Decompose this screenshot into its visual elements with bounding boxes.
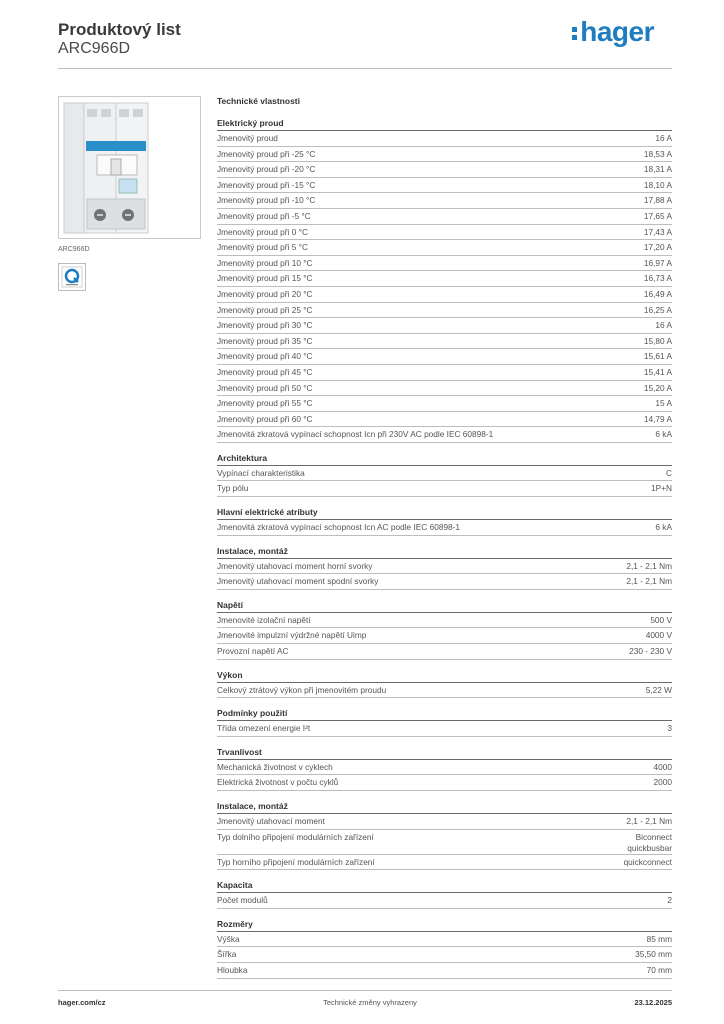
section-title: Elektrický proud [217, 117, 672, 131]
spec-value: 15,41 A [643, 366, 672, 377]
spec-row [217, 334, 672, 350]
spec-value: 3 [667, 723, 672, 734]
spec-value: 2,1 - 2,1 Nm [626, 576, 672, 587]
spec-row [217, 303, 672, 319]
spec-value: Biconnect quickbusbar [627, 831, 672, 853]
product-code: ARC966D [58, 40, 131, 57]
spec-label: Jmenovitá zkratová vypínací schopnost Icn AC podle IEC 60898-1 [217, 522, 461, 533]
spec-row [217, 271, 672, 287]
spec-row [217, 893, 672, 909]
spec-value: 2 [667, 895, 672, 906]
spec-row [217, 178, 672, 194]
spec-value: 17,20 A [643, 242, 672, 253]
spec-row [217, 147, 672, 163]
header-divider [58, 68, 672, 69]
spec-label: Vypínací charakteristika [217, 467, 305, 478]
spec-label: Jmenovitý proud při 60 °C [217, 413, 313, 424]
spec-row [217, 240, 672, 256]
spec-label: Jmenovitý proud [217, 133, 278, 143]
spec-label: Hloubka [217, 964, 248, 975]
spec-value: 16,25 A [643, 304, 672, 315]
spec-row [217, 365, 672, 381]
footer-date: 23.12.2025 [634, 998, 672, 1007]
spec-row [217, 963, 672, 979]
footer-website[interactable]: hager.com/cz [58, 998, 106, 1007]
spec-row [217, 481, 672, 497]
section-title: Hlavní elektrické atributy [217, 506, 672, 520]
spec-value: 16 A [655, 133, 672, 143]
page-header [58, 20, 181, 58]
spec-value: 500 V [650, 614, 672, 625]
spec-value: 2,1 - 2,1 Nm [626, 560, 672, 571]
spec-value: 17,65 A [643, 210, 672, 221]
spec-row [217, 947, 672, 963]
spec-value: 2,1 - 2,1 Nm [626, 816, 672, 826]
spec-value: 70 mm [646, 964, 672, 975]
spec-row [217, 427, 672, 443]
spec-value: 6 kA [655, 522, 672, 533]
spec-row [217, 256, 672, 272]
spec-row [217, 721, 672, 737]
spec-row [217, 318, 672, 334]
spec-value: 230 - 230 V [629, 646, 672, 657]
spec-label: Jmenovitý proud při -10 °C [217, 195, 316, 206]
quality-q-icon [58, 263, 86, 291]
spec-value: 16,97 A [643, 257, 672, 268]
spec-label: Šířka [217, 949, 237, 960]
spec-label: Jmenovitý utahovací moment horní svorky [217, 560, 373, 571]
spec-row [217, 644, 672, 660]
spec-row [217, 830, 672, 855]
spec-row [217, 287, 672, 303]
section-title: Výkon [217, 669, 672, 683]
product-caption: ARC966D [58, 246, 90, 253]
spec-label: Jmenovitý proud při 15 °C [217, 273, 313, 284]
spec-label: Typ horního připojení modulárních zařízení [217, 856, 375, 867]
spec-value: quickconnect [623, 856, 672, 867]
spec-label: Jmenovité izolační napětí [217, 614, 311, 625]
spec-value: 35,50 mm [635, 949, 672, 960]
spec-row [217, 193, 672, 209]
spec-row [217, 814, 672, 830]
logo-text: hager [580, 16, 654, 47]
spec-label: Jmenovitá zkratová vypínací schopnost Icn při 230V AC podle IEC 60898-1 [217, 429, 494, 440]
spec-value: 17,43 A [643, 226, 672, 237]
section-title: Napětí [217, 599, 672, 613]
spec-row [217, 559, 672, 575]
spec-label: Jmenovitý proud při 55 °C [217, 398, 313, 409]
footer-divider [58, 990, 672, 991]
section-title: Instalace, montáž [217, 800, 672, 814]
hager-logo [572, 16, 654, 48]
spec-label: Typ dolního připojení modulárních zařízení [217, 831, 374, 842]
spec-row [217, 209, 672, 225]
spec-value: 16 A [655, 320, 672, 331]
spec-row [217, 396, 672, 412]
spec-label: Třída omezení energie I²t [217, 723, 311, 734]
spec-row [217, 466, 672, 482]
specifications [217, 94, 672, 979]
spec-label: Jmenovitý utahovací moment spodní svorky [217, 576, 379, 587]
spec-value: 15,80 A [643, 335, 672, 346]
section-title: Instalace, montáž [217, 545, 672, 559]
section-title: Trvanlivost [217, 746, 672, 760]
spec-value: 14,79 A [643, 413, 672, 424]
spec-value: 18,53 A [643, 148, 672, 159]
section-title: Architektura [217, 452, 672, 466]
page-footer [58, 998, 672, 1007]
spec-value: 18,31 A [643, 164, 672, 175]
spec-label: Jmenovitý proud při 45 °C [217, 366, 313, 377]
spec-label: Počet modulů [217, 895, 268, 906]
spec-label: Jmenovitý proud při -25 °C [217, 148, 316, 159]
spec-row [217, 131, 672, 147]
spec-value: 15,20 A [643, 382, 672, 393]
spec-value: 4000 V [645, 630, 672, 641]
spec-row [217, 760, 672, 776]
spec-row [217, 574, 672, 590]
spec-label: Jmenovitý utahovací moment [217, 816, 325, 826]
spec-value: 18,10 A [643, 179, 672, 190]
section-title: Podmínky použití [217, 707, 672, 721]
spec-value: 85 mm [646, 933, 672, 944]
spec-label: Typ pólu [217, 483, 249, 494]
spec-label: Jmenovitý proud při -20 °C [217, 164, 316, 175]
spec-row [217, 613, 672, 629]
spec-row [217, 855, 672, 871]
spec-row [217, 628, 672, 644]
spec-label: Jmenovitý proud při 0 °C [217, 226, 308, 237]
spec-value: 15,61 A [643, 351, 672, 362]
spec-label: Jmenovitý proud při 30 °C [217, 320, 313, 331]
specifications-title: Technické vlastnosti [217, 96, 300, 106]
spec-row [217, 381, 672, 397]
spec-row [217, 520, 672, 536]
spec-sections [217, 117, 672, 979]
spec-label: Výška [217, 933, 240, 944]
spec-label: Jmenovitý proud při 40 °C [217, 351, 313, 362]
spec-value: 4000 [653, 761, 672, 772]
logo-dots-icon [572, 24, 578, 43]
spec-row [217, 932, 672, 948]
spec-value: 5,22 W [645, 684, 672, 695]
page-title: Produktový list [58, 20, 181, 39]
section-title: Kapacita [217, 879, 672, 893]
section-title: Rozměry [217, 918, 672, 932]
spec-label: Jmenovitý proud při 10 °C [217, 257, 313, 268]
spec-label: Jmenovitý proud při 25 °C [217, 304, 313, 315]
spec-value: 15 A [655, 398, 672, 409]
spec-label: Jmenovitý proud při -15 °C [217, 179, 316, 190]
spec-value: 17,88 A [643, 195, 672, 206]
spec-value: C [666, 467, 672, 478]
spec-row [217, 412, 672, 428]
spec-row [217, 349, 672, 365]
spec-value: 2000 [653, 777, 672, 788]
spec-label: Jmenovitý proud při -5 °C [217, 210, 311, 221]
spec-value: 6 kA [655, 429, 672, 440]
product-panel [58, 96, 201, 291]
spec-row [217, 683, 672, 699]
spec-label: Provozní napětí AC [217, 646, 289, 657]
spec-label: Jmenovité impulzní výdržné napětí Uimp [217, 630, 367, 641]
spec-value: 16,49 A [643, 288, 672, 299]
circuit-breaker-image [59, 97, 200, 238]
spec-value: 1P+N [651, 483, 672, 494]
spec-label: Celkový ztrátový výkon při jmenovitém proudu [217, 684, 387, 695]
spec-label: Jmenovitý proud při 50 °C [217, 382, 313, 393]
spec-label: Jmenovitý proud při 5 °C [217, 242, 308, 253]
spec-row [217, 225, 672, 241]
spec-value: 16,73 A [643, 273, 672, 284]
spec-label: Jmenovitý proud při 35 °C [217, 335, 313, 346]
spec-label: Mechanická životnost v cyklech [217, 761, 333, 772]
footer-note: Technické změny vyhrazeny [323, 998, 417, 1007]
spec-label: Elektrická životnost v počtu cyklů [217, 777, 339, 788]
spec-label: Jmenovitý proud při 20 °C [217, 288, 313, 299]
product-image [58, 96, 201, 239]
spec-row [217, 775, 672, 791]
spec-row [217, 162, 672, 178]
